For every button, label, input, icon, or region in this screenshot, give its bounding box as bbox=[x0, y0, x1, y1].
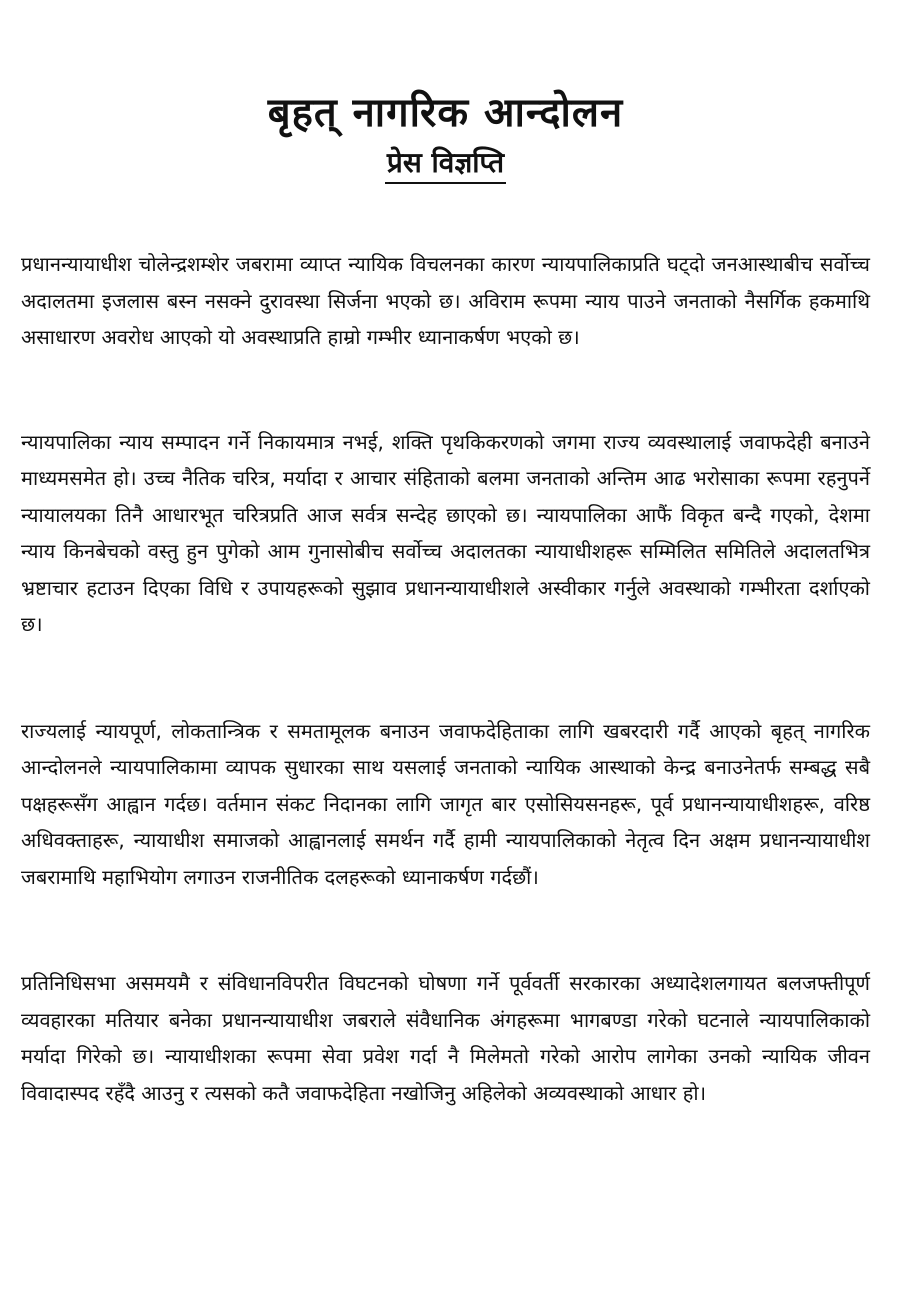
paragraph-4: प्रतिनिधिसभा असमयमै र संविधानविपरीत विघटनको घोषणा गर्ने पूर्ववर्ती सरकारका अध्यादेशलगायत बलजफ्तीपूर्ण व्यवहारका मतियार बनेका प्रधानन्यायाधीश जबराले संवैधानिक अंगहरूमा भागबण्डा गरेको घटनाले न्यायपालिकाको मर्यादा गिरेको छ। न्यायाधीशका रूपमा सेवा प्रवेश गर्दा नै मिलेमतो गरेको आरोप लागेका उनको न्यायिक जीवन विवादास्पद रहँदै आउनु र त्यसको कतै जवाफदेहिता नखोजिनु अहिलेको अव्यवस्थाको आधार हो। bbox=[21, 971, 870, 1105]
document-subtitle: प्रेस विज्ञप्ति bbox=[385, 144, 506, 184]
paragraph-2: न्यायपालिका न्याय सम्पादन गर्ने निकायमात्र नभई, शक्ति पृथकिकरणको जगमा राज्य व्यवस्थालाई जवाफदेही बनाउने माध्यमसमेत हो। उच्च नैतिक चरित्र, मर्यादा र आचार संहिताको बलमा जनताको अन्तिम आढ भरोसाका रूपमा रहनुपर्ने न्यायालयका तिनै आधारभूत चरित्रप्रति आज सर्वत्र सन्देह छाएको छ। न्यायपालिका आफैं विकृत बन्दै गएको, देशमा न्याय किनबेचको वस्तु हुन पुगेको आम गुनासोबीच सर्वोच्च अदालतका न्यायाधीशहरू सम्मिलित समितिले अदालतभित्र भ्रष्टाचार हटाउन दिएका विधि र उपायहरूको सुझाव प्रधानन्यायाधीशले अस्वीकार गर्नुले अवस्थाको गम्भीरता दर्शाएको छ। bbox=[21, 429, 870, 636]
paragraph-1: प्रधानन्यायाधीश चोलेन्द्रशम्शेर जबरामा व्याप्त न्यायिक विचलनका कारण न्यायपालिकाप्रति घट्दो जनआस्थाबीच सर्वोच्च अदालतमा इजलास बस्न नसक्ने दुरावस्था सिर्जना भएको छ। अविराम रूपमा न्याय पाउने जनताको नैसर्गिक हकमाथि असाधारण अवरोध आएको यो अवस्थाप्रति हाम्रो गम्भीर ध्यानाकर्षण भएको छ। bbox=[21, 252, 870, 349]
subtitle-container bbox=[21, 144, 870, 184]
document-title: बृहत् नागरिक आन्दोलन bbox=[267, 90, 624, 136]
paragraph-3: राज्यलाई न्यायपूर्ण, लोकतान्त्रिक र समतामूलक बनाउन जवाफदेहिताका लागि खबरदारी गर्दै आएको बृहत् नागरिक आन्दोलनले न्यायपालिकामा व्यापक सुधारका साथ यसलाई जनताको न्यायिक आस्थाको केन्द्र बनाउनेतर्फ सम्बद्ध सबै पक्षहरूसँग आह्वान गर्दछ। वर्तमान संकट निदानका लागि जागृत बार एसोसियसनहरू, पूर्व प्रधानन्यायाधीशहरू, वरिष्ठ अधिवक्ताहरू, न्यायाधीश समाजको आह्वानलाई समर्थन गर्दै हामी न्यायपालिकाको नेतृत्व दिन अक्षम प्रधानन्यायाधीश जबरामाथि महाभियोग लगाउन राजनीतिक दलहरूको ध्यानाकर्षण गर्दछौं। bbox=[21, 718, 870, 889]
